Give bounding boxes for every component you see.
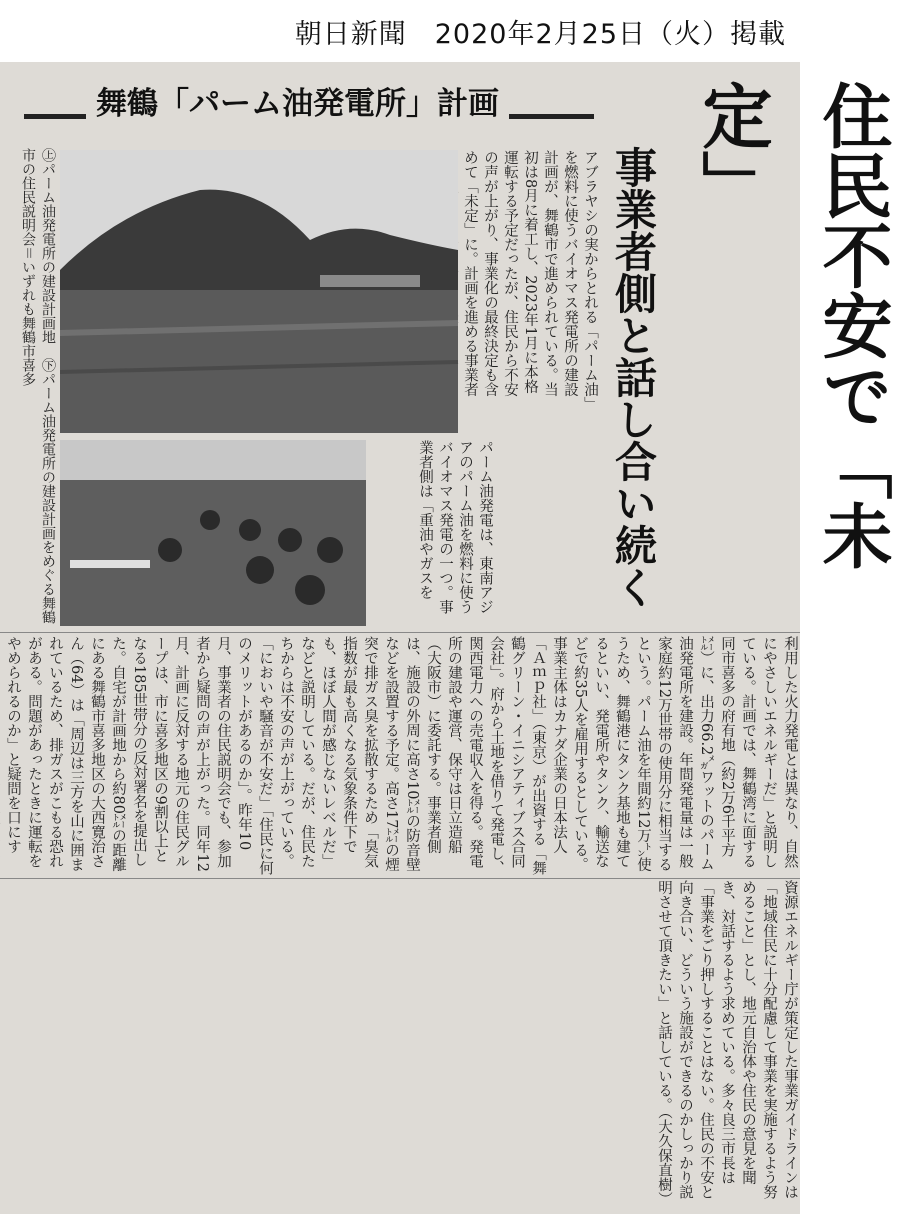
body-text-upper: 利用した火力発電とは異なり、自然にやさしいエネルギーだ」と説明している。計画では、舞鶴湾に面する同市喜多の府有地（約2万6千平方㍍）に、出力66.2㍋ワットのパーム油発電所を建設。年間発電量は一般家庭約12万世帯の使用分に相当するという。パーム油を年間約12万㌧使うため、舞鶴港にタンク基地も建てるといい、発電所やタンク、輸送などで約35人を雇用するとしている。事業主体はカナダ企業の日本法人「Ａｍｐ社」（東京）が出資する「舞鶴グリーン・イニシアティブス合同会社」。府から土地を借りて発電し、関西電力への売電収入を得る。発電所の建設や運営、保守は日立造船（大阪市）に委託する。事業者側は、施設の外周に高さ10㍍の防音壁などを設置する予定。高さ17㍍の煙突で排ガス臭を拡散するため「臭気指数が最も高くなる気象条件下でも、ほぼ人間が感じないレベルだ」などと説明している。だが、住民たちからは不安の声が上がっている。「においや騒音が不安だ」「住民に何のメリットがあるのか」。昨年10月、事業者の住民説明会でも、参加者から疑問の声が上がった。同年12月、計画に反対する地元の住民グループは、市に喜多地区の9割以上となる185世帯分の反対署名を提出した。自宅が計画地から約80㍍の距離にある舞鶴市喜多地区の大西寛治さん（64）は「周辺は三方を山に囲まれているため、排ガスがこもる恐れがある。問題があったときに運転をやめられるのか」と疑問を口にす xyxy=(5,636,798,876)
subheadline: 事業者側と話し合い続く xyxy=(609,146,658,608)
photo-caption: ㊤パーム油発電所の建設計画地 ㊦パーム油発電所の建設計画をめぐる舞鶴市の住民説明会＝いずれも舞鶴市喜多 xyxy=(20,148,56,624)
section-divider xyxy=(0,878,800,879)
lead-paragraph: アブラヤシの実からとれる「パーム油」を燃料に使うバイオマス発電所の建設計画が、舞鶴市で進められている。当初は8月に着工し、2023年1月に本格運転する予定だったが、住民から不安の声が上がり、事業化の最終決定も含めて「未定」に。計画を進める事業者 xyxy=(462,150,598,404)
article-intro: パーム油発電は、東南アジアのパーム油を燃料に使うバイオマス発電の一つ。事業者側は「重油やガスを xyxy=(417,440,493,614)
section-divider xyxy=(0,632,800,633)
topic-bar xyxy=(24,80,594,124)
mountain-landscape-image xyxy=(60,150,458,433)
article-body-upper xyxy=(0,636,800,876)
body-text-lower: 資源エネルギー庁が策定した事業ガイドラインは「地域住民に十分配慮して事業を実施するよう努めること」とし、地元自治体や住民の意見を聞き、対話するよう求めている。多々良三市長は「事業をごり押しすることはない。住民の不安と向き合い、どういう施設ができるのかしっかり説明させて頂きたい」と話している。（大久保直樹） xyxy=(656,880,798,1207)
publication-date: 朝日新聞 2020年2月25日（火）掲載 xyxy=(294,19,786,50)
headline: 住民不安で「未定」 xyxy=(691,80,893,570)
photo-construction-site xyxy=(60,150,458,433)
meeting-hall-image xyxy=(60,440,366,626)
topic-title: 舞鶴「パーム油発電所」計画 xyxy=(86,78,509,123)
photo-resident-meeting xyxy=(60,440,366,626)
masthead-bar xyxy=(0,0,800,62)
article-body-lower xyxy=(0,880,800,1210)
